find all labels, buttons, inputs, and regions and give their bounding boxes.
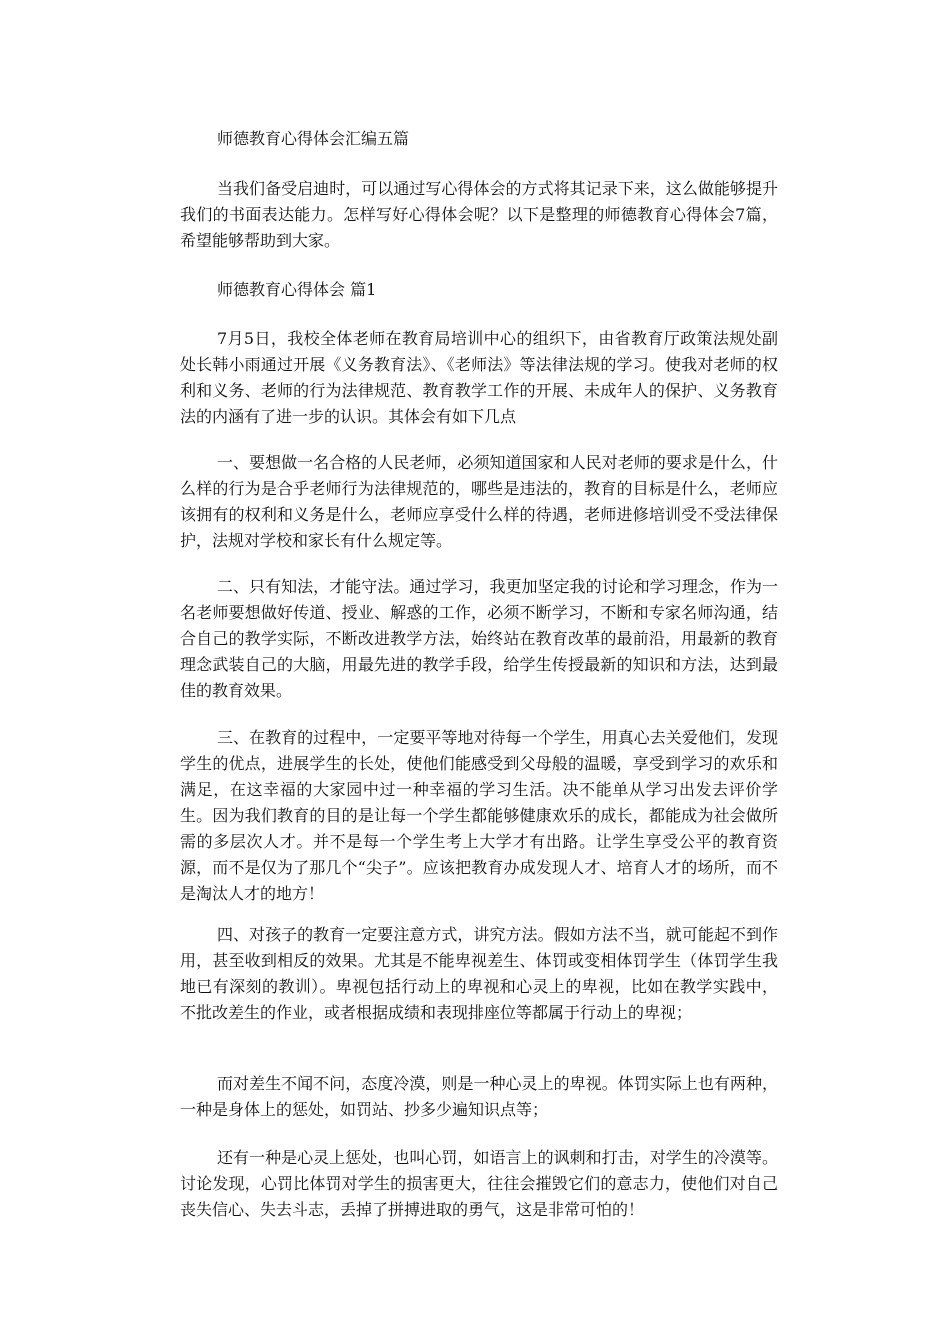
body-paragraph-3: 二、只有知法，才能守法。通过学习，我更加坚定我的讨论和学习理念，作为一名老师要想做好传道、授业、解惑的工作，必须不断学习，不断和专家名师沟通，结合自己的教学实际，不断改进教学方法，始终站在教育改革的最前沿，用最新的教育理念武装自己的大脑，用最先进的教学手段，给学生传授最新的知识和方法，达到最佳的教育效果。 bbox=[180, 577, 778, 700]
document-title: 师德教育心得体会汇编五篇 bbox=[217, 129, 410, 148]
section-heading-1: 师德教育心得体会 篇1 bbox=[217, 280, 377, 299]
body-paragraph-2: 一、要想做一名合格的人民老师，必须知道国家和人民对老师的要求是什么，什么样的行为是合乎老师行为法律规范的，哪些是违法的，教育的目标是什么，老师应该拥有的权利和义务是什么，老师应享受什么样的待遇，老师进修培训受不受法律保护，法规对学校和家长有什么规定等。 bbox=[180, 453, 778, 550]
body-paragraph-6: 而对差生不闻不问，态度冷漠，则是一种心灵上的卑视。体罚实际上也有两种，一种是身体上的惩处，如罚站、抄多少遍知识点等； bbox=[180, 1074, 778, 1119]
intro-paragraph: 当我们备受启迪时，可以通过写心得体会的方式将其记录下来，这么做能够提升我们的书面表达能力。怎样写好心得体会呢？以下是整理的师德教育心得体会7篇，希望能够帮助到大家。 bbox=[180, 179, 778, 250]
body-paragraph-1: 7月5日，我校全体老师在教育局培训中心的组织下，由省教育厅政策法规处副处长韩小雨通过开展《义务教育法》、《老师法》等法律法规的学习。使我对老师的权利和义务、老师的行为法律规范、教育教学工作的开展、未成年人的保护、义务教育法的内涵有了进一步的认识。其体会有如下几点 bbox=[180, 329, 778, 426]
body-paragraph-7: 还有一种是心灵上惩处，也叫心罚，如语言上的讽刺和打击，对学生的冷漠等。讨论发现，心罚比体罚对学生的损害更大，往往会摧毁它们的意志力，使他们对自己丧失信心、失去斗志，丢掉了拼搏进取的勇气，这是非常可怕的！ bbox=[180, 1148, 778, 1219]
body-paragraph-5: 四、对孩子的教育一定要注意方式，讲究方法。假如方法不当，就可能起不到作用，甚至收到相反的效果。尤其是不能卑视差生、体罚或变相体罚学生（体罚学生我地已有深刻的教训）。卑视包括行动上的卑视和心灵上的卑视，比如在教学实践中，不批改差生的作业，或者根据成绩和表现排座位等都属于行动上的卑视； bbox=[180, 925, 778, 1022]
body-paragraph-4: 三、在教育的过程中，一定要平等地对待每一个学生，用真心去关爱他们，发现学生的优点，进展学生的长处，使他们能感受到父母般的温暖，享受到学习的欢乐和满足，在这幸福的大家园中过一种幸福的学习生活。决不能单从学习出发去评价学生。因为我们教育的目的是让每一个学生都能够健康欢乐的成长，都能成为社会做所需的多层次人才。并不是每一个学生考上大学才有出路。让学生享受公平的教育资源，而不是仅为了那几个“尖子”。应该把教育办成发现人才、培育人才的场所，而不是淘汰人才的地方！ bbox=[180, 728, 778, 903]
